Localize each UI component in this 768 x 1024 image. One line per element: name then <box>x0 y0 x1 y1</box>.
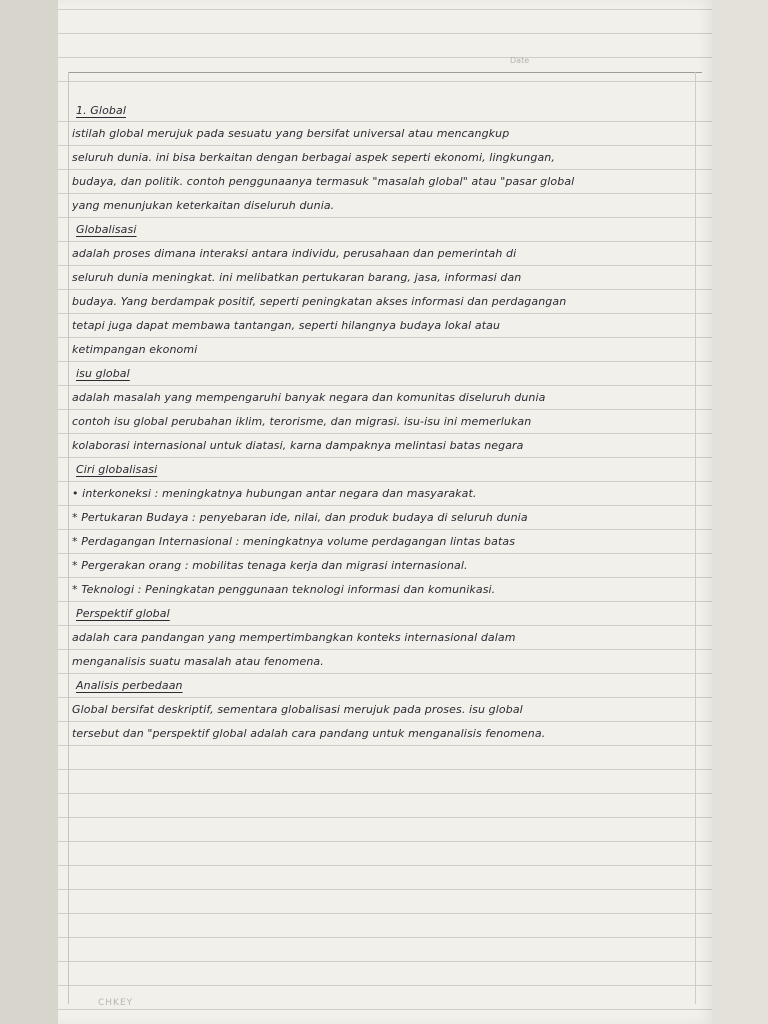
list-item: * Teknologi : Peningkatan penggunaan teknologi informasi dan komunikasi. <box>72 583 496 596</box>
brand-watermark: CHKEY <box>98 998 134 1008</box>
list-item: * Perdagangan Internasional : meningkatnya volume perdagangan lintas batas <box>72 535 516 548</box>
heading-global: 1. Global <box>76 104 126 117</box>
text-line: adalah masalah yang mempengaruhi banyak negara dan komunitas diseluruh dunia <box>72 391 546 404</box>
text-line: tetapi juga dapat membawa tantangan, seperti hilangnya budaya lokal atau <box>72 319 501 332</box>
text-line: kolaborasi internasional untuk diatasi, karna dampaknya melintasi batas negara <box>72 439 524 452</box>
text-line: contoh isu global perubahan iklim, terorisme, dan migrasi. isu-isu ini memerlukan <box>72 415 532 428</box>
text-line: seluruh dunia meningkat. ini melibatkan pertukaran barang, jasa, informasi dan <box>72 271 522 284</box>
text-line: Global bersifat deskriptif, sementara globalisasi merujuk pada proses. isu global <box>72 703 523 716</box>
text-line: budaya. Yang berdampak positif, seperti peningkatan akses informasi dan perdagangan <box>72 295 567 308</box>
notebook-page <box>58 0 712 1024</box>
background-right <box>712 0 768 1024</box>
list-item: • interkoneksi : meningkatnya hubungan antar negara dan masyarakat. <box>72 487 477 500</box>
heading-globalisasi: Globalisasi <box>76 223 137 236</box>
text-line: budaya, dan politik. contoh penggunaanya termasuk "masalah global" atau "pasar global <box>72 175 575 188</box>
list-item: * Pergerakan orang : mobilitas tenaga kerja dan migrasi internasional. <box>72 559 468 572</box>
header-rule <box>68 72 702 73</box>
heading-perspektif-global: Perspektif global <box>76 607 170 620</box>
text-line: yang menunjukan keterkaitan diseluruh dunia. <box>72 199 335 212</box>
heading-analisis-perbedaan: Analisis perbedaan <box>76 679 183 692</box>
background-left <box>0 0 58 1024</box>
text-line: menganalisis suatu masalah atau fenomena. <box>72 655 324 668</box>
text-line: tersebut dan "perspektif global adalah cara pandang untuk menganalisis fenomena. <box>72 727 546 740</box>
text-line: istilah global merujuk pada sesuatu yang bersifat universal atau mencangkup <box>72 127 510 140</box>
text-line: adalah cara pandangan yang mempertimbangkan konteks internasional dalam <box>72 631 516 644</box>
list-item: * Pertukaran Budaya : penyebaran ide, nilai, dan produk budaya di seluruh dunia <box>72 511 528 524</box>
heading-isu-global: isu global <box>76 367 130 380</box>
text-line: adalah proses dimana interaksi antara individu, perusahaan dan pemerintah di <box>72 247 517 260</box>
heading-ciri-globalisasi: Ciri globalisasi <box>76 463 158 476</box>
date-label: Date <box>510 56 530 65</box>
text-line: ketimpangan ekonomi <box>72 343 198 356</box>
text-line: seluruh dunia. ini bisa berkaitan dengan berbagai aspek seperti ekonomi, lingkungan, <box>72 151 555 164</box>
margin-line <box>68 72 69 1004</box>
